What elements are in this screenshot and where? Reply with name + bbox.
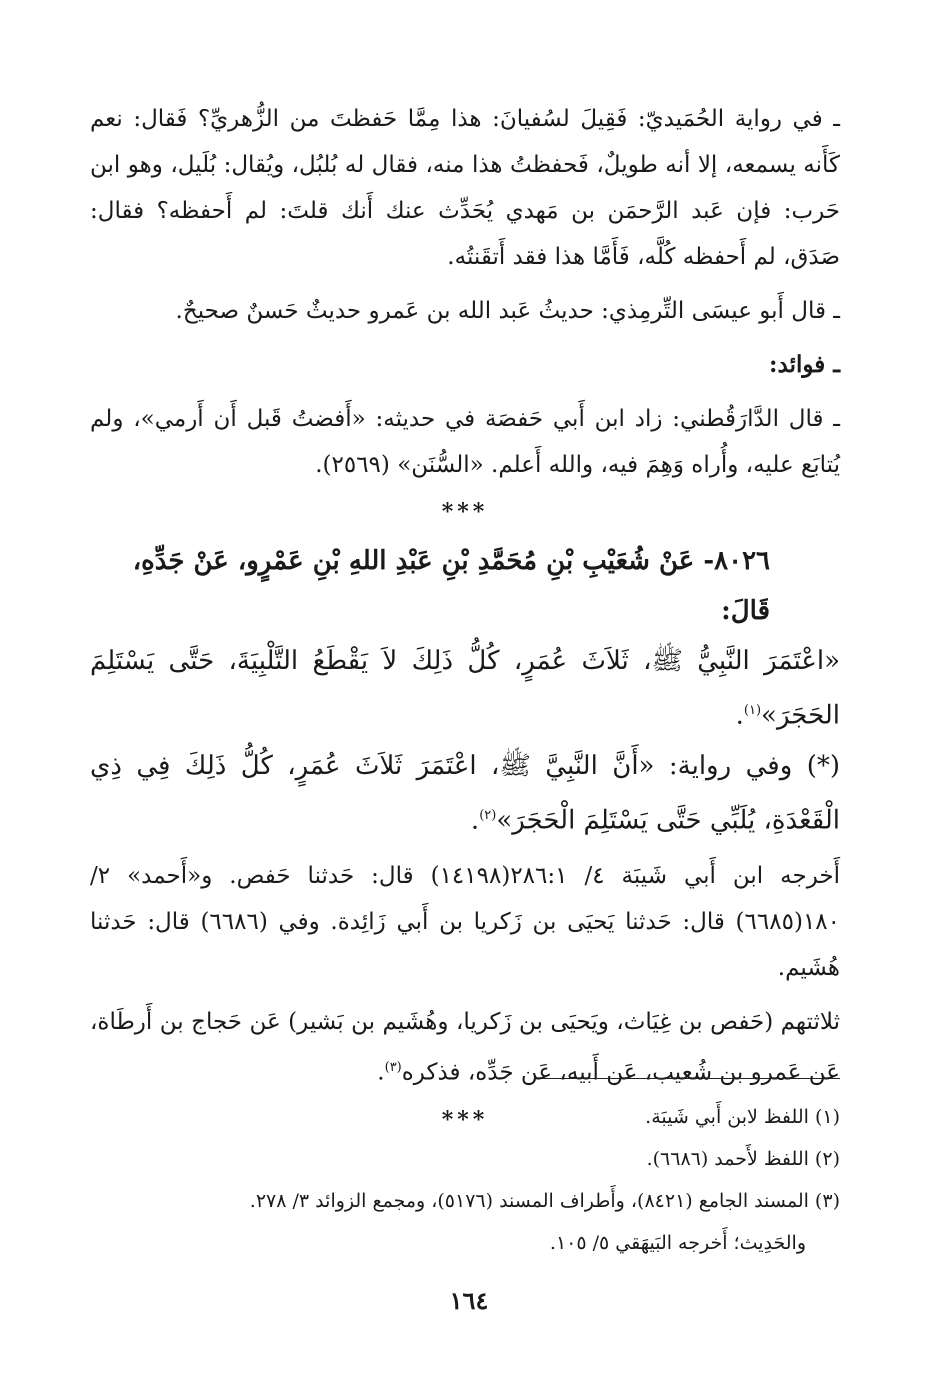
paragraph-humaydi-narration: ـ في رواية الحُمَيديّ: فَقِيلَ لسُفيانَ: هذا مِمَّا حَفظتَ من الزُّهريِّ؟ فَقال: نعم كَأَنه يسمعه، إلا أنه طويلٌ، فَحفظتُ هذا منه، فقال له بُلبُل، ويُقال: بُلَيل، وهو ابن حَرب: فإن عَبد الرَّحمَن بن مَهدي يُحَدِّث عنك أَنك قلتَ: لم أَحفظه؟ فقال: صَدَق، لم أَحفظه كُلَّه، فَأَمَّا هذا فقد أَتقَنتُه.: [90, 106, 840, 270]
footnote-ref-2: (٢): [479, 807, 497, 823]
paragraph-takhrij: أَخرجه ابن أَبي شَيبَة ٤/ ٢٨٦:١(١٤١٩٨) قال: حَدثنا حَفص. و«أَحمد» ٢/ ١٨٠(٦٦٨٥) قال: حَدثنا يَحيَى بن زَكريا بن أَبي زَائِدة. وفي (٦٦٨٦) قال: حَدثنا هُشَيم.: [90, 863, 841, 982]
footnote-1: (١) اللفظ لابن أَبي شَيبَة.: [645, 1106, 840, 1128]
hadith-matn: «اعْتَمَرَ النَّبِيُّ ﷺ، ثَلاَثَ عُمَرٍ، كُلُّ ذَلِكَ لاَ يَقْطَعُ التَّلْبِيَةَ، حَتَّى يَسْتَلِمَ الحَجَرَ»$^{(١)}$.: [90, 646, 840, 731]
footnote-divider: [540, 1078, 840, 1079]
footnote-ref-1: (١): [743, 703, 762, 718]
hadith-matn-text: «اعْتَمَرَ النَّبِيُّ ﷺ، ثَلاَثَ عُمَرٍ، كُلُّ ذَلِكَ لاَ يَقْطَعُ التَّلْبِيَةَ، حَتَّى يَسْتَلِمَ الحَجَرَ»: [90, 646, 840, 731]
footnote-ref-3: (٣): [384, 1060, 402, 1076]
separator-stars: ***: [441, 499, 489, 525]
paragraph-tirmidhi: ـ قال أَبو عيسَى التِّرمِذي: حديثُ عَبد الله بن عَمرو حديثٌ حَسنٌ صحيحٌ.: [175, 298, 840, 324]
section-heading-benefits: ـ فوائد:: [769, 351, 840, 378]
hadith-variant: (*) وفي رواية: «أَنَّ النَّبِيَّ ﷺ، اعْتَمَرَ ثَلاَثَ عُمَرٍ، كُلُّ ذَلِكَ فِي ذِي الْقَعْدَةِ، يُلَبِّي حَتَّى يَسْتَلِمَ الْحَجَرَ»$^{(٢)}$.: [90, 750, 840, 836]
footnote-3: (٣) المسند الجامع (٨٤٢١)، وأَطراف المسند (٥١٧٦)، ومجمع الزوائد ٣/ ٢٧٨.: [249, 1190, 840, 1212]
page-number: ١٦٤: [449, 1286, 489, 1315]
footnote-2: (٢) اللفظ لأَحمد (٦٦٨٦).: [646, 1148, 840, 1170]
paragraph-daraqutni: ـ قال الدَّارَقُطني: زاد ابن أَبي حَفصَة في حديثه: «أَفضتُ قَبل أَن أَرمي»، ولم يُتابَع عليه، وأُراه وَهِمَ فيه، والله أَعلم. «السُّنَن» (٢٥٦٩).: [90, 406, 840, 478]
hadith-isnad-heading: ٨٠٢٦- عَنْ شُعَيْبِ بْنِ مُحَمَّدِ بْنِ عَبْدِ اللهِ بْنِ عَمْرٍو، عَنْ جَدِّهِ، قَالَ:: [132, 546, 770, 626]
paragraph-thalathatuhum: ثلاثتهم (حَفص بن غِيَاث، ويَحيَى بن زَكريا، وهُشَيم بن بَشير) عَن حَجاج بن أَرطَاة، عَن عَمرو بن شُعيب، عَن أَبيه، عَن جَدِّه، فذكره$^{(٣)}$.: [90, 1009, 840, 1086]
paragraph-thalathatuhum-text: ثلاثتهم (حَفص بن غِيَاث، ويَحيَى بن زَكريا، وهُشَيم بن بَشير) عَن حَجاج بن أَرطَاة، عَن عَمرو بن شُعيب، عَن أَبيه، عَن جَدِّه، فذكره: [90, 1009, 840, 1086]
separator-stars-2: ***: [441, 1106, 489, 1133]
footnote-3-continuation: والحَدِيث؛ أَخرجه البَيهَقي ٥/ ١٠٥.: [549, 1232, 806, 1254]
hadith-variant-text: (*) وفي رواية: «أَنَّ النَّبِيَّ ﷺ، اعْتَمَرَ ثَلاَثَ عُمَرٍ، كُلُّ ذَلِكَ فِي ذِي الْقَعْدَةِ، يُلَبِّي حَتَّى يَسْتَلِمَ الْحَجَرَ»: [90, 750, 840, 836]
page-body: [90, 96, 840, 1382]
footnotes: [90, 1096, 840, 1264]
